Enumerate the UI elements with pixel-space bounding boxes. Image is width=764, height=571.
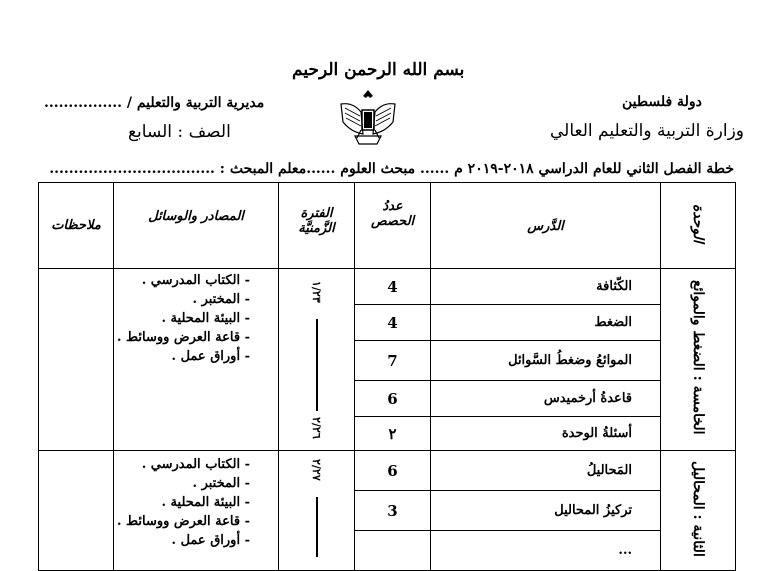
lesson-title: المَحاليلُ (431, 451, 661, 491)
table-header-row (39, 183, 736, 269)
list-item: - المختبر . (192, 292, 250, 307)
state-name: دولة فلسطين (622, 94, 702, 110)
resources-cell (114, 451, 279, 571)
period-end: ٢/٢٦ (310, 417, 323, 439)
unit-cell (661, 269, 736, 451)
sessions-value: 3 (355, 491, 431, 531)
lesson-header: الدَّرس (431, 183, 661, 269)
list-item: - أوراق عمل . (171, 533, 250, 548)
lesson-title: ... (431, 531, 661, 571)
resources-list (114, 271, 278, 366)
list-item: - قاعة العرض ووسائط . (116, 330, 250, 345)
sessions-value: 4 (355, 305, 431, 341)
unit-name: الخامسة : الضغط والموائع (690, 280, 706, 435)
sessions-header: عددُ الحصص (355, 183, 431, 269)
lesson-title: أسئلةُ الوحدة (431, 417, 661, 451)
unit-header: الوحدة (690, 204, 706, 243)
sessions-value: 6 (355, 381, 431, 417)
lesson-title: الموائعُ وضغطُ السَّوائل (431, 341, 661, 381)
list-item: - البيئة المحلية . (161, 495, 250, 510)
notes-cell (39, 269, 114, 451)
resources-list (114, 455, 278, 550)
period-start: ١/٢٣ (310, 281, 323, 303)
list-item: - أوراق عمل . (171, 349, 250, 364)
sessions-value: 6 (355, 451, 431, 491)
notes-cell (39, 451, 114, 571)
directorate-label: مديرية التربية والتعليم / ................ (44, 95, 265, 111)
resources-cell (114, 269, 279, 451)
plan-table (38, 182, 736, 571)
lesson-title: قاعدةُ أرخميدس (431, 381, 661, 417)
palestinian-eagle-emblem-icon (333, 82, 403, 152)
plan-line: خطة الفصل الثاني للعام الدراسي ٢٠١٨-٢٠١٩ م ...... مبحث العلوم ......معلم المبحث : .................................. (49, 161, 734, 177)
period-header: الفترة الزَّمنيَّة (279, 183, 355, 269)
table-row (39, 451, 736, 491)
sessions-value: 7 (355, 341, 431, 381)
lesson-title: الكّثافة (431, 269, 661, 305)
list-item: - الكتاب المدرسي . (141, 273, 250, 288)
list-item: - قاعة العرض ووسائط . (116, 514, 250, 529)
bismillah-title: بسم الله الرحمن الرحيم (292, 60, 465, 80)
list-item: - البيئة المحلية . (161, 311, 250, 326)
list-item: - المختبر . (192, 476, 250, 491)
sessions-value: ٢ (355, 417, 431, 451)
period-cell (279, 269, 355, 451)
lesson-title: تركيزُ المحاليل (431, 491, 661, 531)
list-item: - الكتاب المدرسي . (141, 457, 250, 472)
lesson-title: الضغط (431, 305, 661, 341)
period-line (316, 497, 318, 557)
unit-cell (661, 451, 736, 571)
ministry-name: وزارة التربية والتعليم العالي (550, 121, 745, 141)
sessions-value: 4 (355, 269, 431, 305)
sessions-value (355, 531, 431, 571)
unit-name: الثانية : المحاليل (690, 461, 706, 557)
table-row (39, 269, 736, 305)
unit-header-cell (661, 183, 736, 269)
resources-header: المصادر والوسائل (114, 183, 279, 269)
notes-header: ملاحظات (39, 183, 114, 269)
period-line (316, 319, 318, 411)
period-start: ٢/٢٧ (310, 459, 323, 481)
period-cell (279, 451, 355, 571)
grade-label: الصف : السابع (128, 122, 231, 142)
